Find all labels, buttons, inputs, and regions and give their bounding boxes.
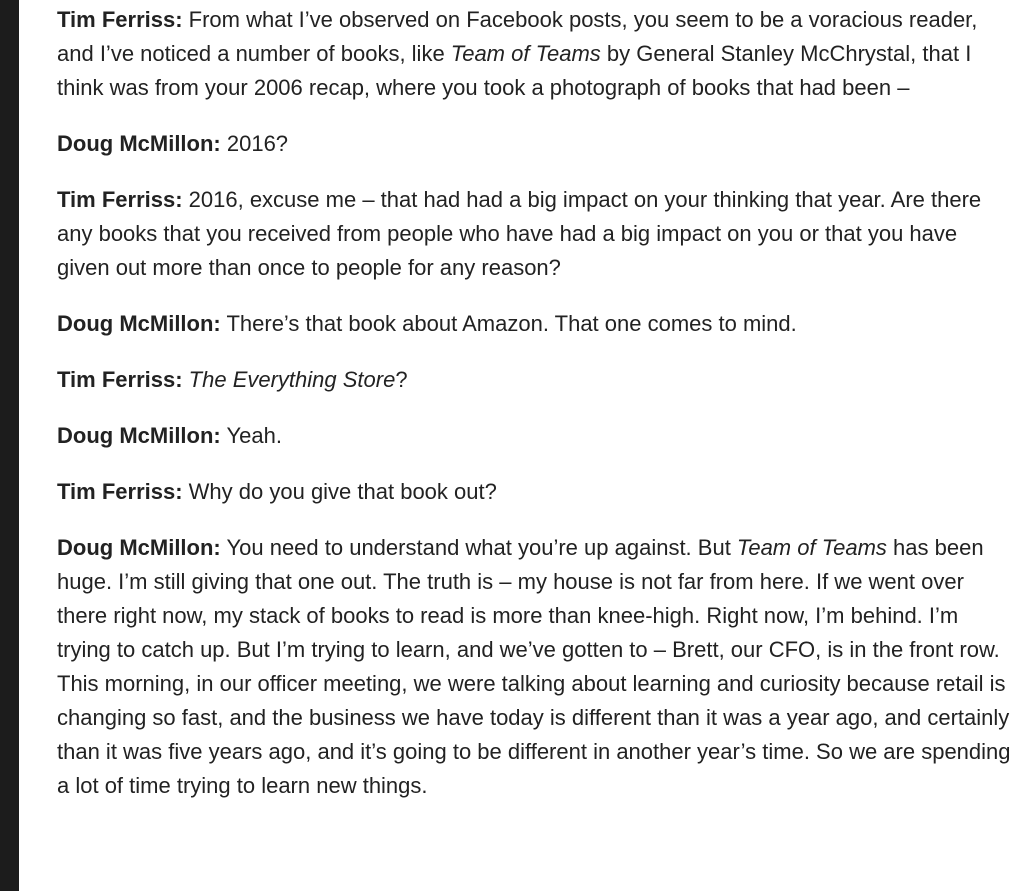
transcript-turn	[57, 127, 1012, 161]
transcript-turn	[57, 531, 1012, 803]
left-edge-bar	[0, 0, 19, 891]
transcript-turn	[57, 3, 1012, 105]
transcript-turn	[57, 183, 1012, 285]
transcript-turn	[57, 419, 1012, 453]
dialogue-text: You need to understand what you’re up against. But	[220, 535, 737, 560]
transcript-turn	[57, 307, 1012, 341]
book-title: The Everything Store	[188, 367, 396, 392]
dialogue-text: 2016?	[220, 131, 289, 156]
dialogue-text: From what I’ve observed on Facebook posts, you seem to be a voracious reader, and I’ve noticed a number of books, like	[57, 7, 978, 66]
transcript	[57, 3, 1012, 825]
speaker-name: Tim Ferriss:	[57, 7, 183, 32]
dialogue-text: ?	[395, 367, 408, 392]
dialogue-text: by General Stanley McChrystal, that I think was from your 2006 recap, where you took a photograph of books that had been –	[57, 41, 972, 100]
dialogue-text: Yeah.	[220, 423, 282, 448]
speaker-name: Tim Ferriss:	[57, 187, 183, 212]
dialogue-text: has been huge. I’m still giving that one out. The truth is – my house is not far from here. If we went over there right now, my stack of books to read is more than knee-high. Right now, I’m behind. I’m trying to catch up. But I’m trying to learn, and we’ve gotten to – Brett, our CFO, is in the front row. This morning, in our officer meeting, we were talking about learning and curiosity because retail is changing so fast, and the business we have today is different than it was a year ago, and certainly than it was five years ago, and it’s going to be different in another year’s time. So we are spending a lot of time trying to learn new things.	[57, 535, 1011, 798]
speaker-name: Doug McMillon:	[57, 423, 221, 448]
dialogue-text: 2016, excuse me – that had had a big impact on your thinking that year. Are there any books that you received from people who have had a big impact on you or that you have given out more than once to people for any reason?	[57, 187, 982, 280]
dialogue-text: There’s that book about Amazon. That one comes to mind.	[220, 311, 797, 336]
dialogue-text: Why do you give that book out?	[182, 479, 497, 504]
speaker-name: Doug McMillon:	[57, 131, 221, 156]
transcript-turn	[57, 363, 1012, 397]
book-title: Team of Teams	[736, 535, 887, 560]
book-title: Team of Teams	[450, 41, 601, 66]
speaker-name: Doug McMillon:	[57, 311, 221, 336]
speaker-name: Tim Ferriss:	[57, 367, 183, 392]
speaker-name: Doug McMillon:	[57, 535, 221, 560]
transcript-turn	[57, 475, 1012, 509]
speaker-name: Tim Ferriss:	[57, 479, 183, 504]
